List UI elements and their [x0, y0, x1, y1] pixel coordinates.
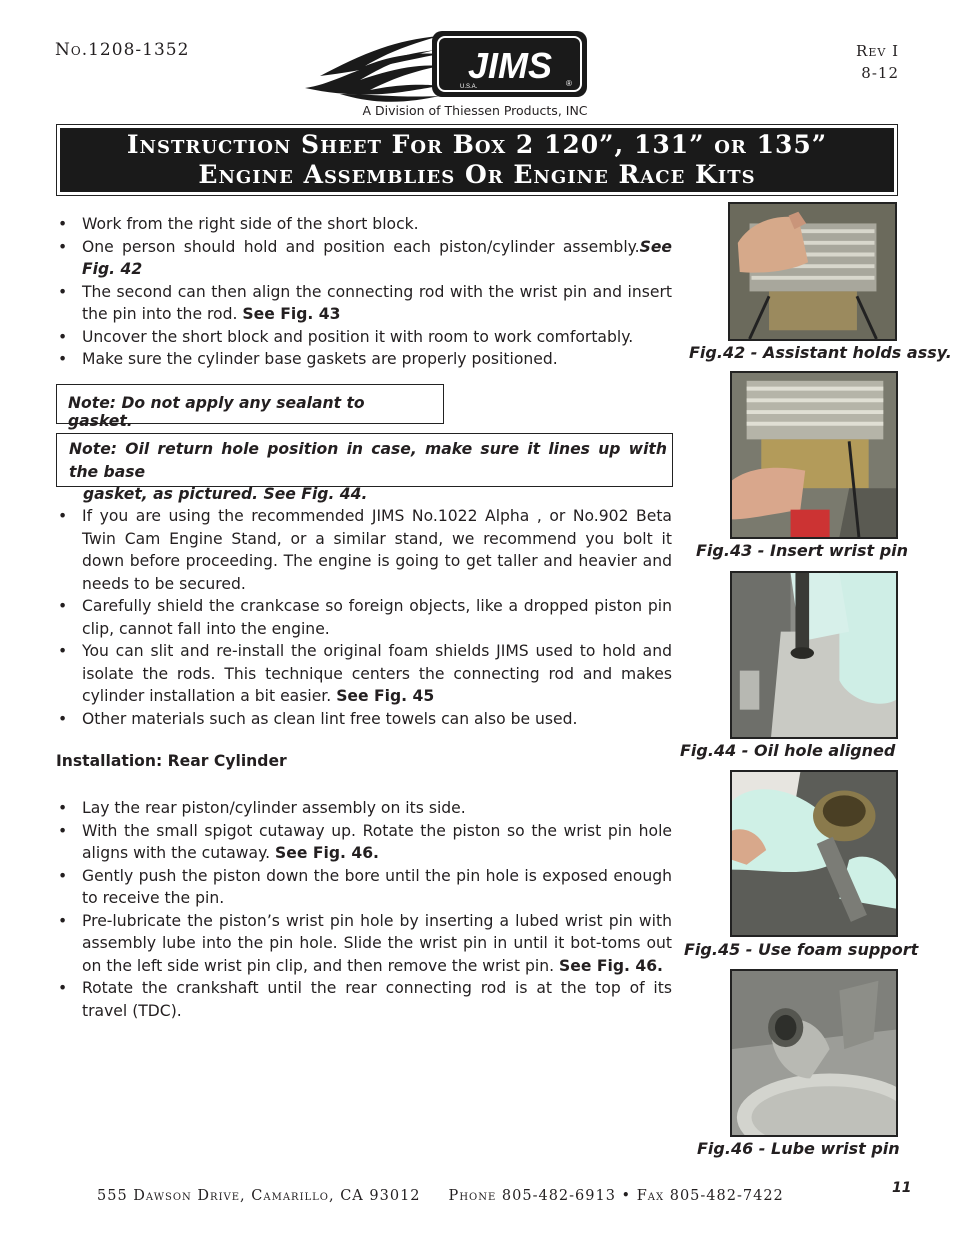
- revision-date: 8-12: [861, 64, 899, 82]
- list-item: • Rotate the crankshaft until the rear connecting rod is at the top of its travel (TDC).: [56, 977, 672, 1022]
- revision-label: Rev I: [856, 42, 899, 60]
- note-line: Note: Oil return hole position in case, make sure it lines up with the base: [69, 440, 667, 481]
- list-item: • The second can then align the connecting rod with the wrist pin and insert the pin into the rod. See Fig. 43: [56, 281, 672, 326]
- note-sealant: Note: Do not apply any sealant to gasket.: [56, 384, 444, 424]
- fig46-caption: Fig.46 - Lube wrist pin: [697, 1139, 900, 1158]
- list-item: • Pre-lubricate the piston’s wrist pin hole by inserting a lubed wrist pin with assembly lube into the pin hole. Slide the wrist pin in until it bot-toms out on the left side wrist pin clip, and then remove the wrist pin. See Fig. 46.: [56, 910, 672, 978]
- list-item: • Other materials such as clean lint free towels can also be used.: [56, 708, 672, 731]
- logo-registered-mark: ®: [566, 79, 572, 88]
- footer-contact: 555 Dawson Drive, Camarillo, CA 93012 Phone 805-482-6913 • Fax 805-482-7422: [97, 1188, 784, 1204]
- list-item: • One person should hold and position each piston/cylinder assembly.See Fig. 42: [56, 236, 672, 281]
- list-item: • With the small spigot cutaway up. Rotate the piston so the wrist pin hole aligns with the cutaway. See Fig. 46.: [56, 820, 672, 865]
- fig43-caption: Fig.43 - Insert wrist pin: [696, 541, 909, 560]
- figure-reference: See Fig. 42: [82, 237, 672, 278]
- list-item: • Work from the right side of the short block.: [56, 213, 672, 236]
- section-heading: Installation: Rear Cylinder: [56, 752, 287, 770]
- fig43-photo: [730, 371, 898, 539]
- figure-reference: See Fig. 46.: [559, 956, 663, 975]
- list-item: • You can slit and re-install the original foam shields JIMS used to hold and isolate the rods. This technique centers the connecting rod and makes cylinder installation a bit easier. See Fig. 45: [56, 640, 672, 708]
- fig44-photo: [730, 571, 898, 739]
- figure-reference: See Fig. 43: [242, 305, 341, 323]
- logo-text: JIMS: [467, 45, 553, 86]
- figure-reference: See Fig. 46.: [275, 844, 379, 862]
- title-line-1: Instruction Sheet For Box 2 120”, 131” or 135”: [126, 130, 828, 159]
- jims-logo: [300, 28, 590, 106]
- logo-usa: U.S.A.: [460, 84, 478, 90]
- bullet-list-rear-cylinder: [56, 797, 672, 1022]
- list-item: • If you are using the recommended JIMS No.1022 Alpha , or No.902 Beta Twin Cam Engine Stand, or a similar stand, we recommend you bolt it down before proceeding. The engine is going to get taller and heavier and needs to be secured.: [56, 505, 672, 595]
- note-line: gasket, as pictured. See Fig. 44.: [83, 485, 368, 503]
- fig42-caption: Fig.42 - Assistant holds assy.: [689, 343, 952, 362]
- note-oil-return-hole: [56, 433, 673, 503]
- fig44-caption: Fig.44 - Oil hole aligned: [680, 741, 896, 760]
- fig45-caption: Fig.45 - Use foam support: [684, 940, 919, 959]
- list-item: • Uncover the short block and position it with room to work comfortably.: [56, 326, 672, 349]
- fig45-photo: [730, 770, 898, 937]
- bullet-list-stand: [56, 505, 672, 730]
- revision-block: [856, 40, 899, 84]
- figure-reference: See Fig. 45: [336, 687, 435, 705]
- list-item: • Carefully shield the crankcase so foreign objects, like a dropped piston pin clip, cannot fall into the engine.: [56, 595, 672, 640]
- list-item: • Gently push the piston down the bore until the pin hole is exposed enough to receive the pin.: [56, 865, 672, 910]
- fig42-photo: [728, 202, 897, 341]
- title-line-2: Engine Assemblies Or Engine Race Kits: [198, 160, 756, 189]
- division-text: A Division of Thiessen Products, INC: [362, 103, 588, 118]
- title-banner: [56, 124, 898, 196]
- bullet-list-prep: [56, 213, 672, 371]
- list-item: • Make sure the cylinder base gaskets are properly positioned.: [56, 348, 672, 371]
- fig46-photo: [730, 969, 898, 1137]
- page-number: 11: [892, 1180, 912, 1196]
- document-number: No.1208-1352: [55, 40, 190, 60]
- list-item: • Lay the rear piston/cylinder assembly on its side.: [56, 797, 672, 820]
